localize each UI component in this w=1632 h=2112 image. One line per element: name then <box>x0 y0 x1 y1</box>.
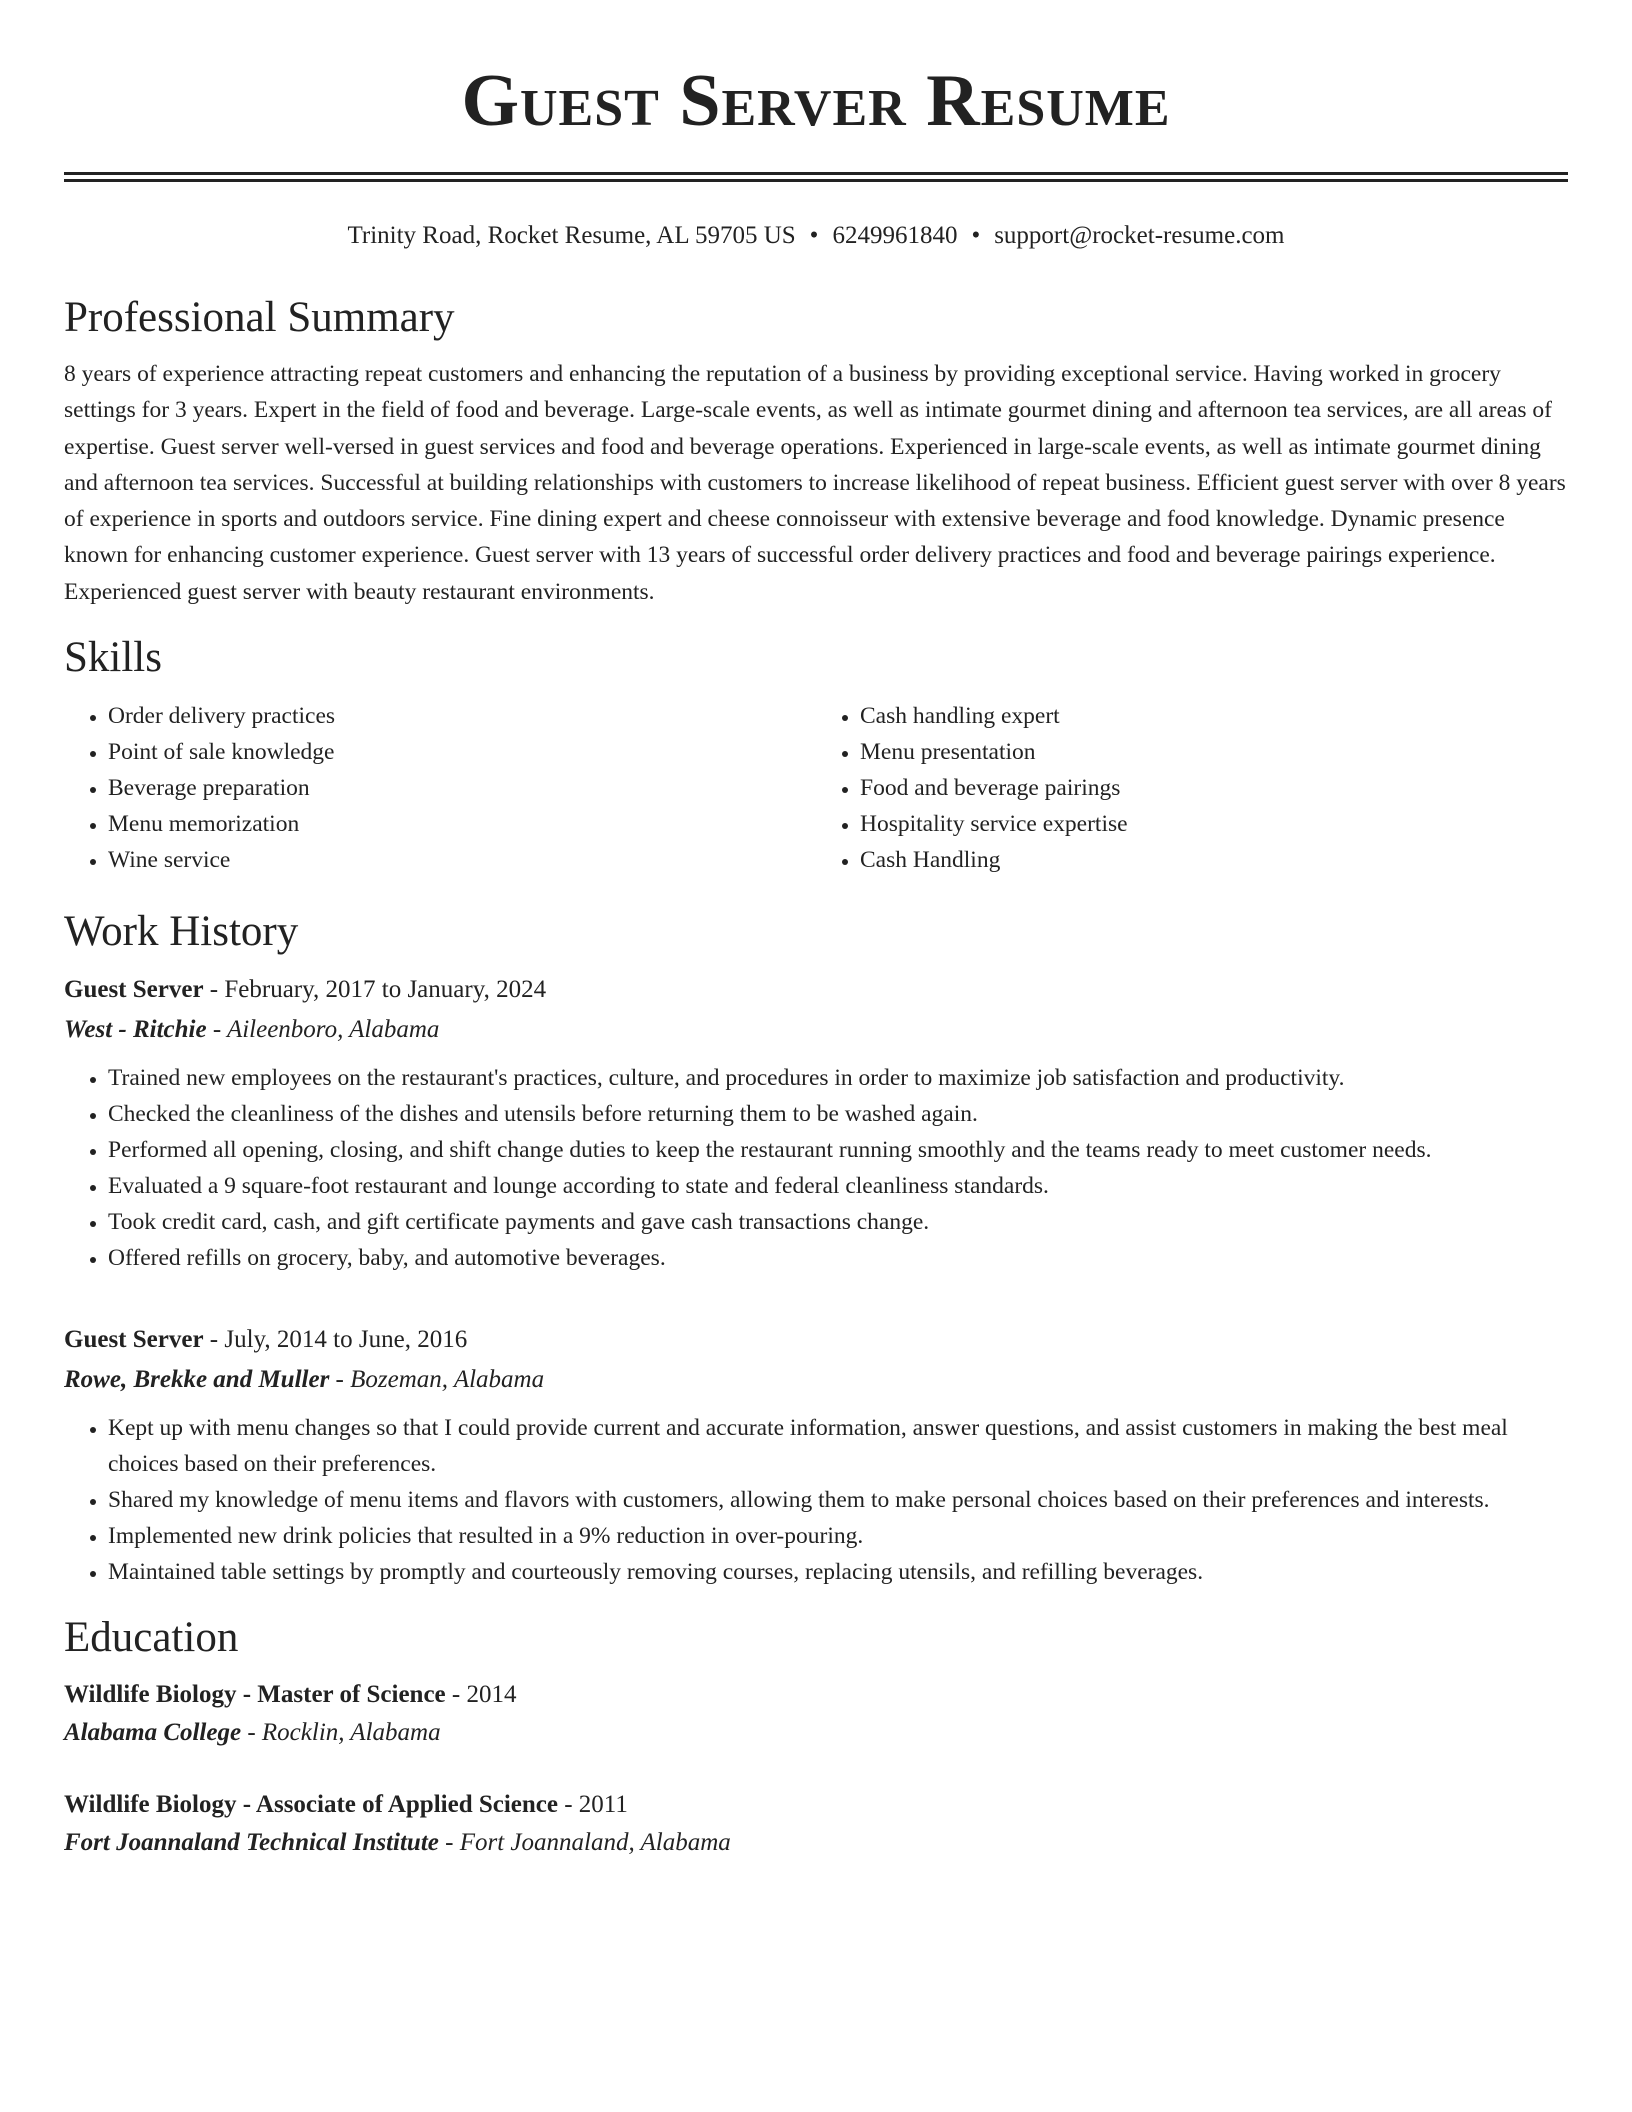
summary-heading: Professional Summary <box>64 294 455 341</box>
education-year: - 2011 <box>557 1791 628 1819</box>
contact-phone: 6249961840 <box>832 222 958 249</box>
skill-item: • Point of sale knowledge <box>108 734 816 770</box>
job-company: West - Ritchie <box>64 1016 207 1044</box>
skill-item: • Food and beverage pairings <box>860 770 1568 806</box>
education-school: Fort Joannaland Technical Institute <box>64 1829 439 1857</box>
education-heading: Education <box>64 1614 239 1662</box>
job-location: - Bozeman, Alabama <box>329 1366 545 1394</box>
job-title: Guest Server <box>64 976 204 1004</box>
skill-item: • Menu presentation <box>860 734 1568 770</box>
job-company-line <box>64 1360 1568 1400</box>
summary-text: 8 years of experience attracting repeat customers and enhancing the reputation of a business by providing exceptional service. Having worked in grocery settings for 3 years. Expert in the field of food and beverage. Large-scale events, as well as intimate gourmet dining and afternoon tea services, are all areas of expertise. Guest server well-versed in guest services and food and beverage operations. Experienced in large-scale events, as well as intimate gourmet dining and afternoon tea services. Successful at building relationships with customers to increase likelihood of repeat business. Efficient guest server with over 8 years of experience in sports and outdoors service. Fine dining expert and cheese connoisseur with extensive beverage and food knowledge. Dynamic presence known for enhancing customer experience. Guest server with 13 years of successful order delivery practices and food and beverage pairings experience. Experienced guest server with beauty restaurant environments. <box>64 361 1566 605</box>
skill-item: • Order delivery practices <box>108 698 816 734</box>
job-duty: • Took credit card, cash, and gift certificate payments and gave cash transactions change. <box>108 1204 1568 1240</box>
job-duty: • Offered refills on grocery, baby, and automotive beverages. <box>108 1240 1568 1276</box>
job-title-line <box>64 970 1568 1010</box>
job-duty: • Implemented new drink policies that resulted in a 9% reduction in over-pouring. <box>108 1518 1568 1554</box>
job-dates: - July, 2014 to June, 2016 <box>203 1326 468 1354</box>
job-duty: • Trained new employees on the restaurant's practices, culture, and procedures in order to maximize job satisfaction and productivity. <box>108 1060 1568 1096</box>
job-location: - Aileenboro, Alabama <box>206 1016 440 1044</box>
contact-separator: • <box>809 222 819 249</box>
resume-title: Guest Server Resume <box>461 60 1171 142</box>
education-entry <box>64 1676 1568 1752</box>
skill-item: • Hospitality service expertise <box>860 806 1568 842</box>
job-duty: • Maintained table settings by promptly and courteously removing courses, replacing utensils, and refilling beverages. <box>108 1554 1568 1590</box>
contact-address: Trinity Road, Rocket Resume, AL 59705 US <box>347 222 796 249</box>
education-year: - 2014 <box>445 1681 517 1709</box>
job-duties <box>64 1410 1568 1590</box>
education-entry <box>64 1786 1568 1862</box>
job-entry <box>64 970 1568 1276</box>
job-dates: - February, 2017 to January, 2024 <box>203 976 547 1004</box>
job-duty: • Kept up with menu changes so that I could provide current and accurate information, answer questions, and assist customers in making the best meal choices based on their preferences. <box>108 1410 1568 1482</box>
contact-line <box>64 218 1568 254</box>
job-duty: • Checked the cleanliness of the dishes and utensils before returning them to be washed again. <box>108 1096 1568 1132</box>
education-degree-line <box>64 1676 1568 1714</box>
skills-column-right <box>816 698 1568 878</box>
education-degree: Wildlife Biology - Master of Science <box>64 1681 446 1709</box>
contact-email: support@rocket-resume.com <box>994 222 1285 249</box>
title-double-rule <box>64 172 1568 182</box>
skills-list <box>64 698 1568 878</box>
work-history-heading: Work History <box>64 908 299 956</box>
job-entry <box>64 1320 1568 1590</box>
skills-heading: Skills <box>64 634 162 682</box>
education-location: - Fort Joannaland, Alabama <box>438 1829 731 1857</box>
education-degree: Wildlife Biology - Associate of Applied Science <box>64 1791 558 1819</box>
skill-item: • Cash Handling <box>860 842 1568 878</box>
job-duty: • Performed all opening, closing, and shift change duties to keep the restaurant running smoothly and the teams ready to meet customer needs. <box>108 1132 1568 1168</box>
job-company: Rowe, Brekke and Muller <box>64 1366 330 1394</box>
skill-item: • Menu memorization <box>108 806 816 842</box>
skills-column-left <box>64 698 816 878</box>
job-duty: • Evaluated a 9 square-foot restaurant and lounge according to state and federal cleanliness standards. <box>108 1168 1568 1204</box>
education-location: - Rocklin, Alabama <box>241 1719 441 1747</box>
education-school-line <box>64 1824 1568 1862</box>
skill-item: • Wine service <box>108 842 816 878</box>
contact-separator: • <box>971 222 981 249</box>
education-school-line <box>64 1714 1568 1752</box>
skill-item: • Beverage preparation <box>108 770 816 806</box>
job-duties <box>64 1060 1568 1276</box>
skill-item: • Cash handling expert <box>860 698 1568 734</box>
job-title: Guest Server <box>64 1326 204 1354</box>
job-company-line <box>64 1010 1568 1050</box>
education-school: Alabama College <box>64 1719 242 1747</box>
job-title-line <box>64 1320 1568 1360</box>
job-duty: • Shared my knowledge of menu items and flavors with customers, allowing them to make personal choices based on their preferences and interests. <box>108 1482 1568 1518</box>
education-degree-line <box>64 1786 1568 1824</box>
